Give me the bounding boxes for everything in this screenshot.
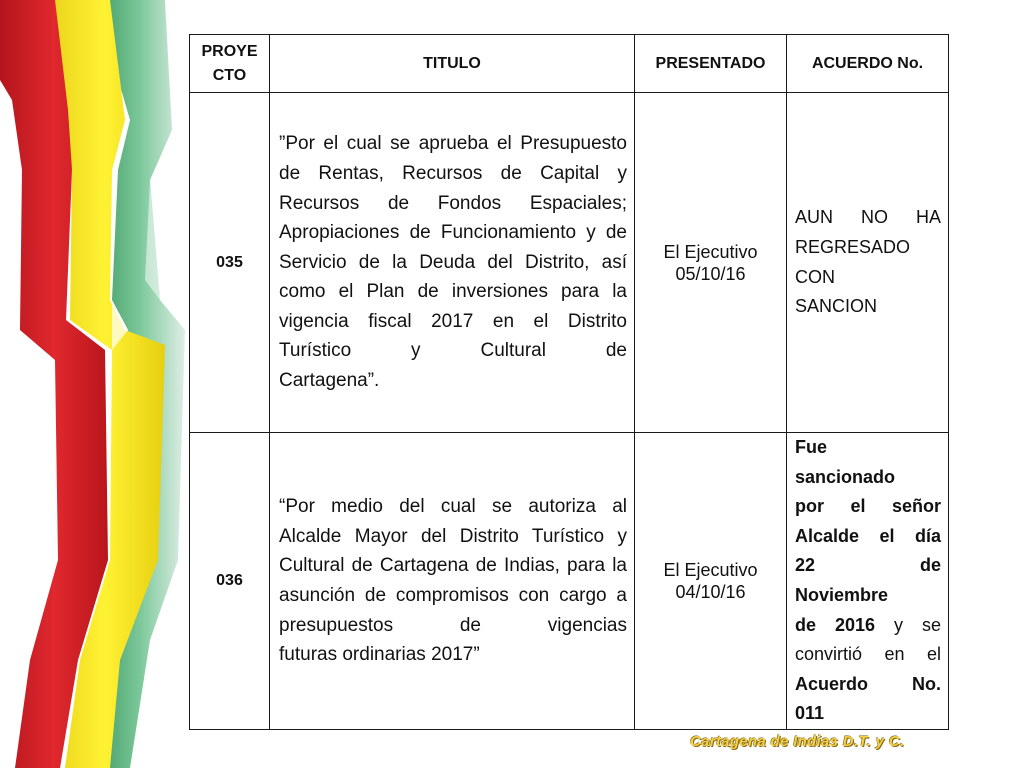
agreement-status-line [795,611,941,641]
agreement-status-line: sancionado [795,466,896,487]
table-row [190,433,949,730]
header-acuerdo: ACUERDO No. [787,35,949,93]
project-title-last-line: futuras ordinarias 2017” [279,644,480,666]
project-title-last-line: Cartagena”. [279,370,380,392]
agreement-status-line: REGRESADO [795,236,911,257]
presented-by-label: El Ejecutivo [663,559,758,580]
presented-by [635,433,787,730]
project-number: 036 [190,433,270,730]
presented-by-label: El Ejecutivo [663,241,758,262]
table-header-row [190,35,949,93]
agreement-status-line: Alcalde el día [795,525,941,546]
agreement-status-line: por el señor [795,496,941,517]
header-titulo: TITULO [270,35,635,93]
presented-date: 05/10/16 [675,263,746,284]
agreement-status-text: y se [875,614,941,635]
agreement-status [787,433,949,730]
agreement-status-line: Noviembre [795,584,889,605]
agreement-status-line: 22 de [795,555,941,576]
agreement-status-line: AUN NO HA [795,207,941,228]
table-row [190,93,949,433]
project-title-text: “Por medio del cual se autoriza al Alcalde Mayor del Distrito Turístico y Cultural de Cartagena de Indias, para la asunción de compromisos con cargo a presupuestos de vigencias [279,496,627,636]
project-title [270,93,635,433]
project-title-text: ”Por el cual se aprueba el Presupuesto de Rentas, Recursos de Capital y Recursos de Fondos Espaciales; Apropiaciones de Funcionamiento y de Servicio de la Deuda del Distrito, así como el Plan de inversiones para la vigencia fiscal 2017 en el Distrito Turístico y Cultural de [279,133,627,362]
agreement-status-line: convirtió en el [795,644,941,665]
agreement-status-line: Acuerdo No. [795,673,941,694]
project-title [270,433,635,730]
header-presentado: PRESENTADO [635,35,787,93]
agreement-date-bold: de 2016 [795,614,876,635]
footer-city-label: Cartagena de Indias D.T. y C. [690,733,905,750]
project-number: 035 [190,93,270,433]
presented-date: 04/10/16 [675,581,746,602]
decorative-flag-ribbon [0,0,200,768]
header-proyecto: PROYE CTO [190,35,270,93]
presented-by [635,93,787,433]
agreement-status [787,93,949,433]
projects-table [189,34,949,730]
agreement-status-line: CON [795,266,835,287]
agreement-status-line: 011 [795,703,825,724]
agreement-status-line: SANCION [795,296,878,317]
agreement-status-line: Fue [795,437,828,457]
